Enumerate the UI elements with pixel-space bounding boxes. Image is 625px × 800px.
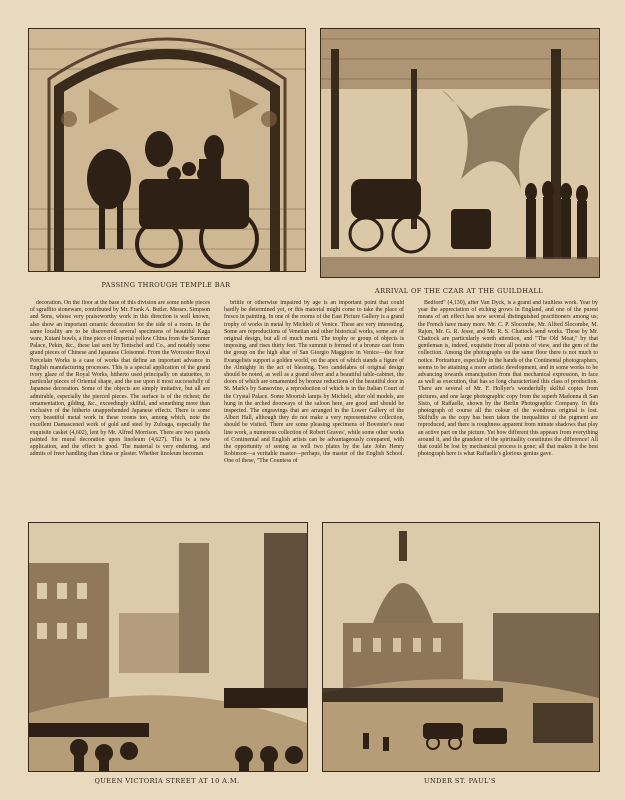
engraving-czar-guildhall <box>320 28 600 278</box>
caption-czar-guildhall: ARRIVAL OF THE CZAR AT THE GUILDHALL <box>374 287 544 295</box>
caption-temple-bar: PASSING THROUGH TEMPLE BAR <box>101 281 231 289</box>
engraving-queen-victoria-street <box>28 522 308 772</box>
engraving-under-st-pauls <box>322 522 600 772</box>
engraving-temple-bar <box>28 28 306 272</box>
article-column-1: decoration. On the floor at the base of this division are some noble pieces of sgraffito stoneware, contributed by Mr. Frank A. Butler. Messrs. Simpson and Sons, whose very praiseworthy work in this direction is well known, also show an important ceramic decoration for the side of a room. In the same locality are to be discovered several specimens of beautiful Kaga ware, Kutani bowls, a fine piece of Imperial yellow China from the Summer Palace, Pekin, &c., these last sent by Tentschel and Co., and notably some grand pieces of Chinese and Japanese Cloisonné. From the Worcester Royal Porcelain Works is a case of works that define an important advance in English manufacturing processes. This is a special application of the grand ivory glaze of the Royal Works, hitherto used principally on statuettes, to particular pieces of Oriental shape, and the use upon it most successfully of Japanese decoration. Some of the objects are simply imitative, but all are admirable, especially the pierced pieces. The surface is of the richest; the ornamentation, gilding, &c., exceedingly skilful, and something more than exclusive of the hitherto unapprehended Japanese effects. There is some very beautiful metal work in these rooms too, among which, note the excellent Damascened work of gold and steel by Zuloaga, especially the exquisite casket (4,602), lent by Mr. Alfred Morrison. There are two panels painted for mural decoration upon linoleum (4,627). This is a new application, and the effect is good. The material is very enduring, and admits of freer handling than china or plaster. Whether linoleum becomes <box>30 300 210 458</box>
caption-under-st-pauls: UNDER ST. PAUL'S <box>424 777 496 785</box>
article-body <box>30 300 598 516</box>
article-column-3: Bedford" (4,130), after Van Dyck, is a grand and faultless work. Year by year the appreciation of etching grows in England, and one of the purest means of art effect has now several distinguished practitioners among us; the French have many more. Mr. C. P. Slocombe, Mr. Alfred Slocombe, M. Rajon, Mr. G. R. Jesse, and Mr. R. S. Chattock send works. Those by Mr. Chattock are particularly worth attention, and "The Old Moat," by that gentleman is, indeed, exquisite from all points of view, and the gem of the collection. Among the photographs on the same floor there is not much to notice. Portraiture, especially in the hands of the Continental photographers, seems to be attaining a more artistic development, and in some works to be advancing towards emancipation from that mechanical expression, in face as well as execution, that has so long characterised this class of production. There are several of Mr. F. Hollyer's wonderfully skilful copies from pictures, and one large photographic copy from the superb Madonna di San Sisto, of Raffaelle, shown by the Berlin Photographic Company. In this photograph of course all the colour of the wondrous original is lost. Skilfully as the copy has been taken the inequalities of the pigment are reproduced, and there is roughness apparent from minute shadows that play an active part on the picture. Yet how different this appears from everything around it, and the grandeur of the spirituality constitutes the difference! All that could be lost by mechanical process is gone; all that makes it the best photograph here is what Raffaelle's glorious genius gave. <box>418 300 598 458</box>
caption-queen-victoria-street: QUEEN VICTORIA STREET AT 10 A.M. <box>94 777 240 785</box>
article-column-2: brittle or otherwise impaired by age is an important point that could hardly be determined yet, or this material might come to take the place of fresco in painting. In one of the rooms of the East Picture Gallery is a grand trophy of works in metal by Michieli of Venice. These are very interesting. Some are reproductions of Venetian and other historical works, some are of original design, but all of much merit. The trophy or group of objects is imposing, and rises thirty feet. The summit is formed of a bronze cast from the group on the high altar of San Giorgio Maggiore in Venice—the four Evangelists support a golden world, on the apex of which stands a figure of the Almighty in the act of blessing. Two candelabra of original design should be noted, as well as a grand silver and a beautiful table-cabinet, the doors of which are ornamented by bronze reductions of the beautiful door in St. Mark's by Sansovino, a reproduction of which is in the Italian Court of the Crystal Palace. Some Moorish lamps by Michieli, after old models, are hung in the arched doorways of the saloon here, are good and should be inspected. The engravings that are arranged in the Lower Gallery of the Albert Hall, although they do not make a very representative collection, should be visited. There are some pleasing specimens of Bovenier's neat line work, a numerous collection of Robert Graves', while some other works of Continental and English artists can be advantageously compared, with the opportunity of seeing as well two plates by the late John Henry Robinson—a veritable master—perhaps, the master of the English School. One of these, "The Countess of <box>224 300 404 465</box>
